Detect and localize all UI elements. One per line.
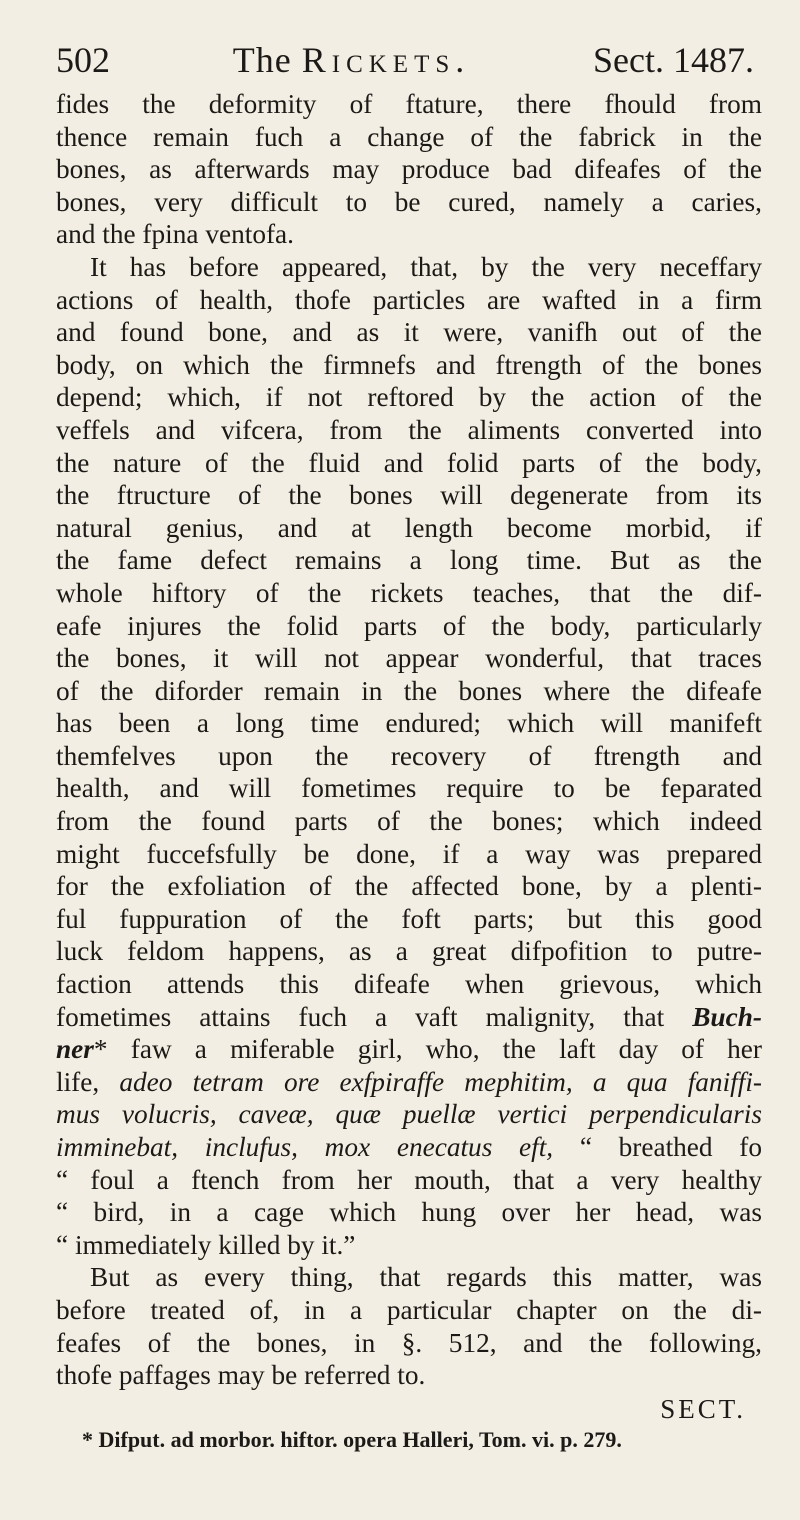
paragraph-1 [56, 88, 762, 251]
text-line: “ immediately killed by it.” [56, 1229, 356, 1260]
running-title-prefix: The [232, 40, 292, 80]
paragraph-2 [56, 251, 762, 1261]
text-line: It has before appeared, that, by the very neceffary [90, 251, 762, 282]
text-line: and the fpina ventofa. [56, 219, 294, 250]
text-line: and found bone, and as it were, vanifh out of the [56, 317, 762, 348]
text-line [56, 1001, 762, 1034]
text-line [56, 1131, 762, 1164]
running-title [233, 38, 470, 82]
text-line: might fuccefsfully be done, if a way was prepared [56, 838, 762, 869]
text-line [56, 1066, 762, 1099]
text-line: whole hiftory of the rickets teaches, that the dif- [56, 577, 762, 608]
text-line: faction attends this difeafe when grievous, which [56, 969, 762, 1000]
running-header [56, 38, 762, 88]
text-line: the fame defect remains a long time. But as the [56, 545, 762, 576]
text-line: body, on which the firmnefs and ftrength of the bones [56, 349, 762, 380]
text-line: feafes of the bones, in §. 512, and the following, [56, 1327, 762, 1358]
text-line: thence remain fuch a change of the fabrick in the [56, 121, 762, 152]
text-line: “ bird, in a cage which hung over her head, was [56, 1197, 762, 1228]
text-line: of the diforder remain in the bones where the difeafe [56, 675, 762, 706]
text-line: luck feldom happens, as a great difpofition to putre- [56, 936, 762, 967]
text-line: themfelves upon the recovery of ftrength and [56, 740, 762, 771]
text-line: the ftructure of the bones will degenerate from its [56, 480, 762, 511]
latin-quote: a qua faniffi- [592, 1066, 762, 1097]
text-line: ful fuppuration of the foft parts; but this good [56, 903, 762, 934]
text-line: actions of health, thofe particles are wafted in a firm [56, 284, 762, 315]
section-number: Sect. 1487. [593, 40, 754, 80]
text-line [56, 1033, 762, 1066]
text-segment: fometimes attains fuch a vaft malignity, that [56, 1001, 665, 1032]
text-line: for the exfoliation of the affected bone, by a plenti- [56, 871, 762, 902]
body-text [56, 88, 762, 1426]
running-title-caps: Rickets. [301, 40, 471, 80]
text-line: But as every thing, that regards this matter, was [90, 1262, 762, 1293]
text-line: health, and will fometimes require to be feparated [56, 773, 762, 804]
author-name: Buch- [692, 1001, 762, 1032]
author-name: ner [56, 1034, 94, 1065]
text-line: fides the deformity of ftature, there fhould from [56, 89, 762, 119]
text-line: bones, as afterwards may produce bad difeafes of the [56, 154, 762, 185]
latin-quote: imminebat, inclufus, mox enecatus eft, [56, 1132, 554, 1162]
text-segment: faw a miferable girl, who, the laft day of her [130, 1034, 762, 1065]
text-line: “ foul a ftench from her mouth, that a very healthy [56, 1164, 762, 1195]
latin-quote: mus volucris, caveæ, quæ puellæ vertici perpendicularis [56, 1099, 762, 1130]
paragraph-3 [56, 1261, 762, 1391]
text-line: bones, very difficult to be cured, namely a caries, [56, 186, 762, 217]
text-line: has been a long time endured; which will manifeft [56, 708, 762, 739]
text-segment: life, [56, 1066, 100, 1097]
text-segment: “ breathed fo [579, 1132, 762, 1162]
text-line: depend; which, if not reftored by the action of the [56, 382, 762, 413]
page-number: 502 [56, 40, 110, 80]
catchword: SECT. [660, 1393, 746, 1424]
text-line: from the found parts of the bones; which indeed [56, 806, 762, 837]
text-line: the nature of the fluid and folid parts of the body, [56, 447, 762, 478]
text-line [56, 1098, 762, 1131]
text-line: the bones, it will not appear wonderful, that traces [56, 643, 762, 674]
text-line: eafe injures the folid parts of the body, particularly [56, 610, 762, 641]
footnote-mark: * [93, 1034, 108, 1065]
latin-quote: adeo tetram ore exfpiraffe mephitim, [119, 1066, 573, 1097]
text-line: natural genius, and at length become morbid, if [56, 512, 762, 543]
text-line: thofe paffages may be referred to. [56, 1360, 426, 1391]
text-line: before treated of, in a particular chapter on the di- [56, 1294, 762, 1325]
footnote: * Difput. ad morbor. hiftor. opera Halleri, Tom. vi. p. 279. [82, 1426, 622, 1452]
text-line: veffels and vifcera, from the aliments converted into [56, 414, 762, 445]
